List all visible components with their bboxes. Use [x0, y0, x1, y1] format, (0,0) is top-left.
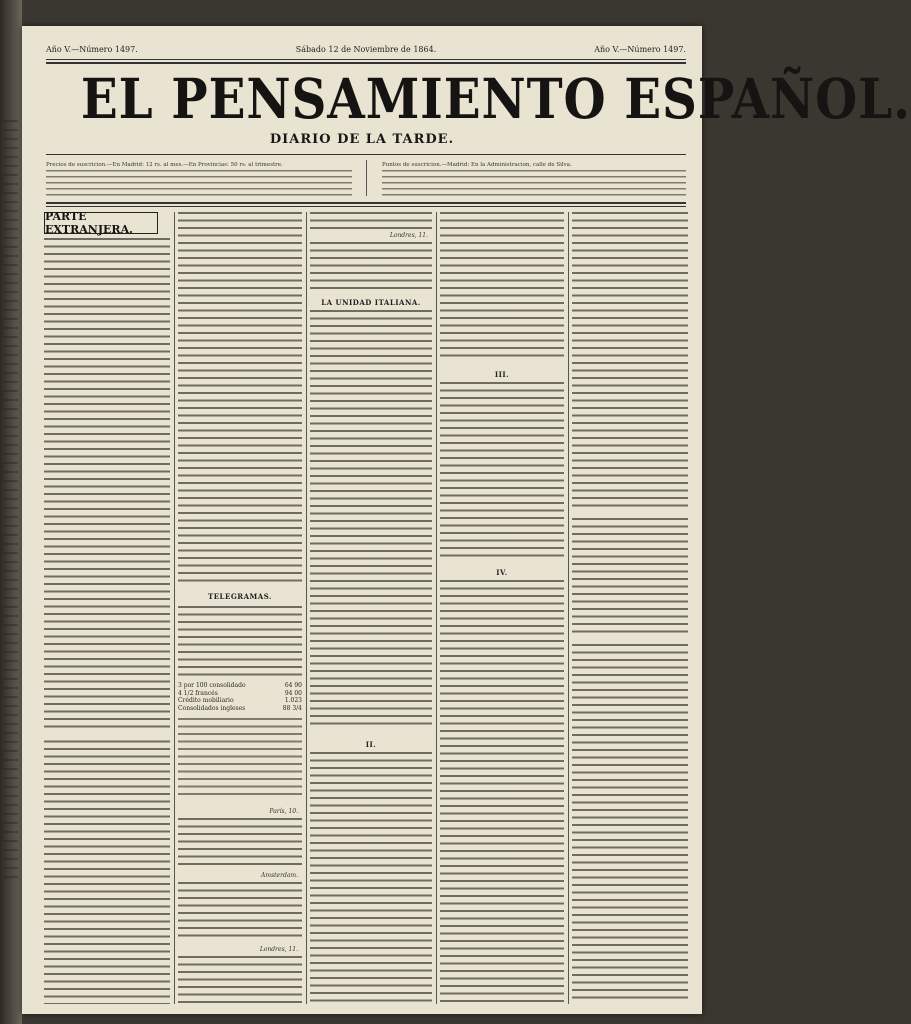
heading-unidad-italiana: LA UNIDAD ITALIANA. [310, 298, 432, 307]
heading-roman-iv: IV. [440, 568, 564, 577]
top-rule-thick [46, 62, 686, 64]
market-row: 4 1/2 francés 94 00 [178, 689, 302, 697]
column-5-text-bottom [572, 644, 688, 1004]
issue-date: Sábado 12 de Noviembre de 1864. [295, 44, 437, 54]
column-3-text-top [310, 212, 432, 230]
column-2-text-top [178, 212, 302, 582]
column-1 [44, 212, 170, 1004]
subscription-prices-text: Precios de suscricion.—En Madrid: 12 rs. al mes.—En Provincias: 50 rs. al trimestre. [46, 162, 283, 168]
column-2-telegram-text [178, 606, 302, 676]
column-3 [310, 212, 432, 1004]
issue-number-left: Año V.—Número 1497. [46, 44, 138, 54]
dateline-londres-2: Londres, 11. [259, 946, 298, 953]
section-parte-extranjera: PARTE EXTRANJERA. [44, 212, 158, 234]
market-row: 3 por 100 consolidado 64 90 [178, 682, 302, 689]
column-5-text-top [572, 212, 688, 512]
column-4-text-middle [440, 382, 564, 562]
market-row: Consolidados ingleses 88 3/4 [178, 704, 302, 712]
heading-roman-iii: III. [440, 370, 564, 379]
issue-number-right: Año V.—Número 1497. [594, 44, 686, 54]
column-4-text-bottom [440, 580, 564, 1004]
column-2-quotes-3 [178, 882, 302, 942]
column-3-text-bottom [310, 752, 432, 1004]
column-2 [178, 212, 302, 1004]
column-3-text-middle [310, 310, 432, 730]
subscription-points-text: Puntos de suscricion.—Madrid: En la Administracion, calle de Silva. [382, 162, 572, 168]
column-divider-2 [306, 212, 307, 1004]
body-rule [46, 202, 686, 204]
subscription-points [382, 162, 686, 196]
heading-roman-ii: II. [310, 740, 432, 749]
column-5 [572, 212, 688, 1004]
subscription-prices [46, 162, 352, 196]
masthead-rule [46, 154, 686, 155]
heading-telegramas: TELEGRAMAS. [178, 592, 302, 601]
top-rule [46, 59, 686, 60]
column-4 [440, 212, 564, 1004]
body-rule-thin [46, 206, 686, 207]
column-1-text [44, 238, 170, 1004]
market-quotes [178, 682, 302, 802]
column-3-text-lead [310, 242, 432, 292]
notice-divider [366, 160, 367, 196]
column-divider-1 [174, 212, 175, 1004]
newspaper-title: EL PENSAMIENTO ESPAÑOL. [80, 66, 911, 131]
market-row: Crédito mobiliario 1.023 [178, 697, 302, 704]
adjacent-page-edge [0, 0, 22, 1024]
column-5-text-middle [572, 518, 688, 638]
column-4-text-top [440, 212, 564, 362]
newspaper-subtitle: DIARIO DE LA TARDE. [269, 132, 455, 147]
dateline-amsterdam: Amsterdam. [261, 872, 298, 879]
column-2-quotes-2 [178, 818, 302, 868]
newspaper-page [22, 26, 911, 1014]
dateline-paris: París, 10. [269, 808, 298, 815]
column-2-text-bottom [178, 956, 302, 1004]
dateline-londres: Londres, 11. [389, 232, 428, 239]
column-divider-3 [436, 212, 437, 1004]
issue-line [46, 42, 686, 56]
column-divider-4 [568, 212, 569, 1004]
